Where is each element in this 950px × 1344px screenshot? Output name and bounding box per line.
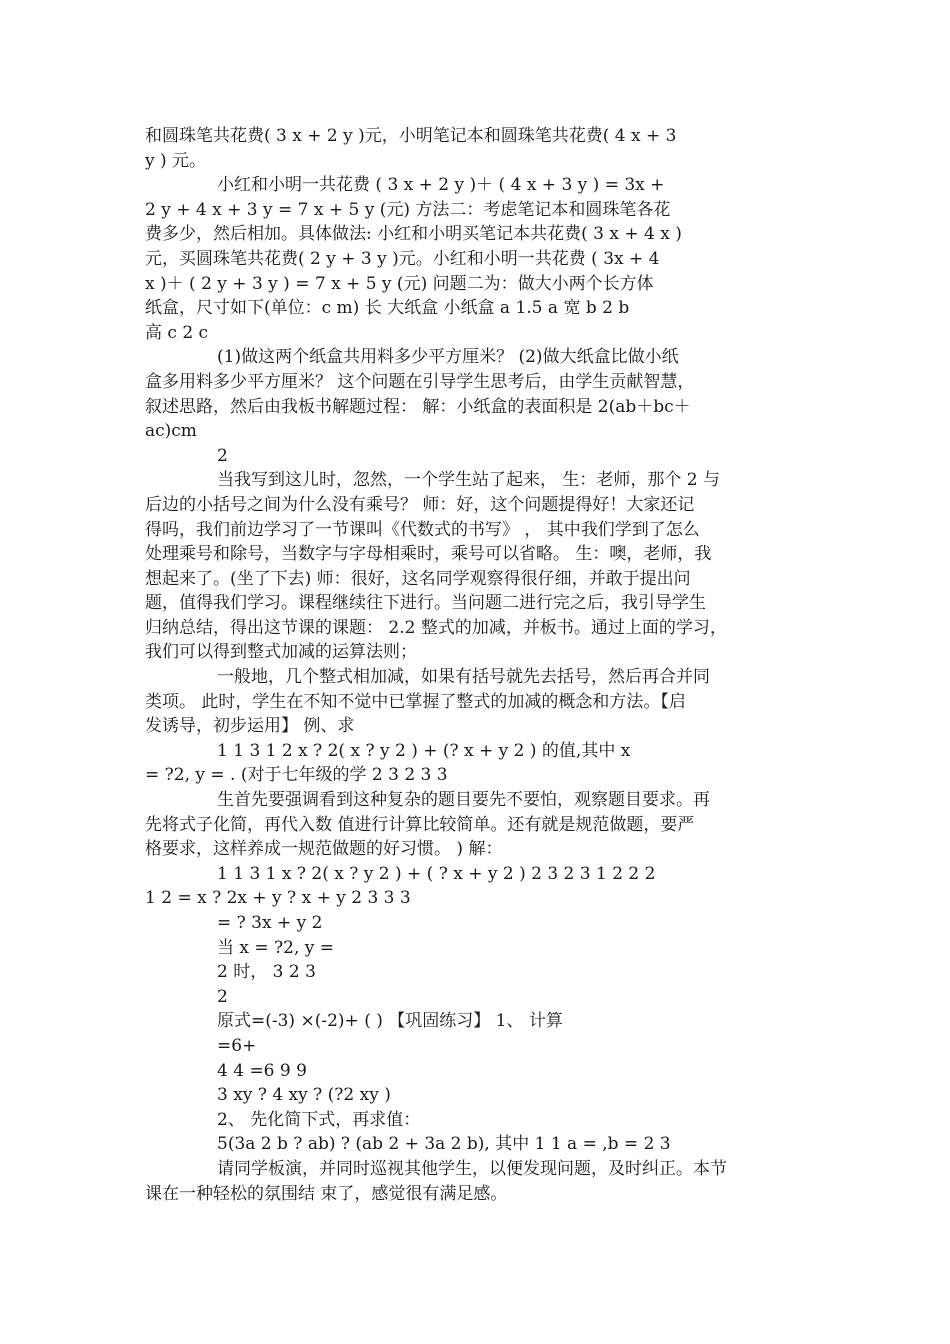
text-line: 生首先要强调看到这种复杂的题目要先不要怕，观察题目要求。再 (217, 790, 710, 811)
text-line: 课在一种轻松的氛围结 束了，感觉很有满足感。 (145, 1183, 508, 1204)
text-line: 费多少，然后相加。具体做法: 小红和小明买笔记本共花费( 3 x + 4 x ) (145, 224, 682, 245)
text-line: 我们可以得到整式加减的运算法则； (145, 642, 417, 663)
text-line: 题，值得我们学习。课程继续往下进行。当问题二进行完之后，我引导学生 (145, 593, 706, 614)
text-line: 想起来了。(坐了下去) 师：很好，这名同学观察得很仔细，并敢于提出问 (145, 568, 691, 589)
text-line: 1 1 3 1 x ? 2( x ? y 2 ) + ( ? x + y 2 ) 2 3 2 3 1 2 2 2 (217, 863, 656, 884)
text-line: 类项。 此时，学生在不知不觉中已掌握了整式的加减的概念和方法。【启 (145, 691, 686, 712)
text-line: 2 时， 3 2 3 (217, 962, 316, 983)
text-line: y ) 元。 (145, 150, 207, 171)
text-line: (1)做这两个纸盒共用料多少平方厘米？ (2)做大纸盒比做小纸 (217, 347, 679, 368)
body-text (145, 124, 817, 1206)
text-line: 2、 先化简下式，再求值： (217, 1109, 421, 1130)
text-line: 原式=(-3) ×(-2)+ ( ) 【巩固练习】 1、 计算 (217, 1011, 563, 1032)
text-line: 高 c 2 c (145, 322, 209, 343)
text-line: = ? 3x + y 2 (217, 913, 323, 933)
text-line: 2 y + 4 x + 3 y = 7 x + 5 y (元) 方法二：考虑笔记本和圆珠笔各花 (145, 199, 671, 220)
text-line: 1 1 3 1 2 x ? 2( x ? y 2 ) + (? x + y 2 ) 的值,其中 x (217, 740, 631, 761)
text-line: =6+ (217, 1035, 257, 1056)
text-line: 请同学板演，并同时巡视其他学生，以便发现问题，及时纠正。本节 (217, 1158, 727, 1179)
text-line: 小红和小明一共花费 ( 3 x + 2 y )＋ ( 4 x + 3 y ) = 3x + (217, 175, 665, 196)
text-line: x )＋ ( 2 y + 3 y ) = 7 x + 5 y (元) 问题二为：做大小两个长方体 (145, 273, 654, 294)
text-line: 一般地，几个整式相加减，如果有括号就先去括号，然后再合并同 (217, 667, 710, 688)
text-line: 纸盒，尺寸如下(单位：c m) 长 大纸盒 小纸盒 a 1.5 a 宽 b 2 b (145, 298, 630, 319)
text-line: 归纳总结，得出这节课的课题： 2.2 整式的加减，并板书。通过上面的学习， (145, 617, 727, 638)
text-line: 2 (217, 986, 228, 1007)
text-line: 5(3a 2 b ? ab) ? (ab 2 + 3a 2 b), 其中 1 1 a = ,b = 2 3 (217, 1134, 671, 1155)
text-line: 当 x = ?2, y = (217, 937, 335, 958)
text-line: 和圆珠笔共花费( 3 x + 2 y )元，小明笔记本和圆珠笔共花费( 4 x + 3 (145, 126, 677, 146)
text-line: 先将式子化简，再代入数 值进行计算比较简单。还有就是规范做题，要严 (145, 814, 695, 835)
text-line: ac)cm (145, 421, 197, 442)
text-line: 叙述思路，然后由我板书解题过程： 解：小纸盒的表面积是 2(ab＋bc＋ (145, 396, 691, 417)
text-line: 3 xy ? 4 xy ? (?2 xy ) (217, 1085, 391, 1106)
text-line: 格要求，这样养成一规范做题的好习惯。 ) 解： (145, 839, 503, 860)
text-line: 得吗，我们前边学习了一节课叫《代数式的书写》 ， 其中我们学到了怎么 (145, 519, 700, 540)
text-line: 后边的小括号之间为什么没有乘号？ 师：好，这个问题提得好！大家还记 (145, 494, 695, 515)
text-line: 4 4 =6 9 9 (217, 1060, 307, 1081)
text-line: 处理乘号和除号，当数字与字母相乘时，乘号可以省略。 生：噢，老师，我 (145, 544, 712, 565)
text-line: 当我写到这儿时，忽然，一个学生站了起来， 生：老师，那个 2 与 (217, 470, 721, 491)
text-line: 2 (217, 445, 228, 466)
text-line: 元，买圆珠笔共花费( 2 y + 3 y )元。小红和小明一共花费 ( 3x + 4 (145, 248, 660, 269)
text-line: 盒多用料多少平方厘米？ 这个问题在引导学生思考后，由学生贡献智慧， (145, 371, 695, 392)
text-line: = ?2, y = . (对于七年级的学 2 3 2 3 3 (145, 765, 448, 786)
text-line: 发诱导，初步运用】 例、求 (145, 716, 355, 737)
text-line: 1 2 = x ? 2x + y ? x + y 2 3 3 3 (145, 888, 411, 909)
